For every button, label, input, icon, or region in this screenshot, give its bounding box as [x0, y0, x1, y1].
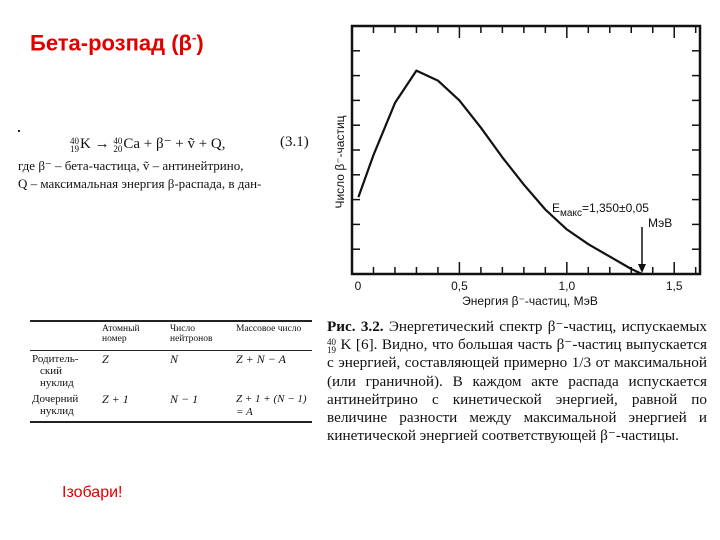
k-isotope-numbers: 40 19 [70, 135, 79, 154]
x-tick-label: 1,5 [665, 279, 683, 293]
row-label: Дочерний нуклид [32, 393, 79, 417]
table-header [30, 321, 100, 351]
definition-line-1: где β⁻ – бета-частица, ṽ – антинейтрино, [18, 158, 244, 173]
y-axis-label: Число β⁻-частиц [333, 115, 347, 209]
equation-number: (3.1) [280, 134, 309, 150]
figure-label: Рис. 3.2. [327, 318, 384, 335]
x-axis-label: Энергия β⁻-частиц, МэВ [462, 294, 598, 308]
x-tick-label: 1,0 [558, 279, 576, 293]
chart-root [352, 26, 700, 293]
isobars-note: Ізобари! [62, 484, 123, 501]
mass-number-cell: Z + N − A [236, 352, 286, 366]
figure-caption [327, 318, 707, 445]
annotation-emax: $E_{макс}=1,350\pm 0,05$ [552, 201, 649, 219]
nuclide-table [30, 320, 312, 423]
atomic-number-cell: Z [102, 352, 109, 366]
table-row [30, 351, 312, 392]
table-header: Число нейтронов [170, 324, 213, 344]
plot-frame [352, 26, 700, 274]
annotation-unit: МэВ [648, 216, 673, 230]
table-row [30, 391, 312, 422]
table-header-row [30, 321, 312, 351]
beta-spectrum-chart [330, 22, 710, 312]
caption-isotope-numbers: 40 19 [327, 336, 336, 355]
definition-line-2: Q – максимальная энергия β-распада, в дан- [18, 176, 262, 191]
neutron-number-cell: N − 1 [170, 392, 199, 406]
x-tick-label: 0 [354, 279, 362, 293]
table-header: Атомный номер [102, 324, 140, 344]
mass-number-cell: Z + 1 + (N − 1) = A [236, 393, 307, 418]
neutron-number-cell: N [170, 352, 179, 366]
table-header: Массовое число [236, 324, 302, 334]
ca-isotope-numbers: 40 20 [113, 135, 123, 154]
x-tick-label: 0,5 [451, 279, 468, 293]
spectrum-curve [358, 71, 642, 274]
row-label: Родитель- ский нуклид [32, 353, 79, 389]
stray-dot [18, 130, 20, 132]
caption-text: Энергетический спектр β⁻-частиц, испускаемых [383, 318, 707, 335]
decay-equation: 40 19K → 40 20Ca + β⁻ + ṽ + Q, [70, 135, 226, 154]
atomic-number-cell: Z + 1 [102, 392, 129, 406]
caption-text: K [6]. Видно, что большая часть β⁻-частиц выпускается с энергией, составляющей примерно 1/3 от максимальной (или граничной). В каждом акте распада испускается антинейтрино с кинетической энергией, равной по величине разности между максимальной энергией и кинетической энергией соответствующей β⁻-частицы. [327, 336, 707, 445]
slide-title: Бета-розпад (β-) [30, 30, 204, 56]
arrow-icon: → [94, 136, 110, 152]
